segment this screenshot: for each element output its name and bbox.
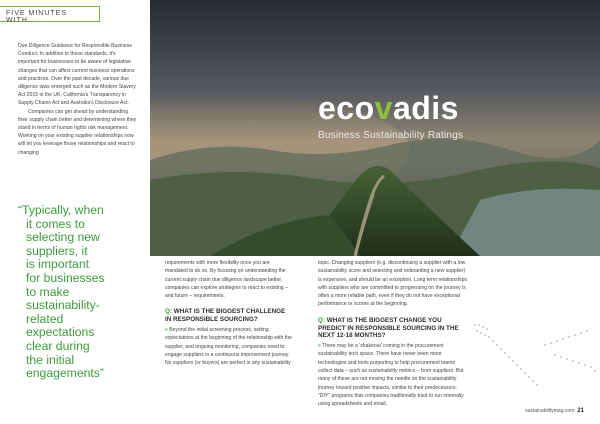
world-map-dots-icon bbox=[455, 305, 600, 395]
mountain-landscape-image bbox=[150, 0, 600, 256]
footer-site: sustainabilitymag.com bbox=[525, 408, 575, 414]
body-column-3 bbox=[318, 259, 470, 409]
question-heading-text: WHAT IS THE BIGGEST CHANGE YOU PREDICT IN RESPONSIBLE SOURCING IN THE NEXT 12-18 MONTHS? bbox=[318, 316, 459, 340]
question-marker: Q: bbox=[318, 316, 325, 324]
answer-marker-icon: » bbox=[318, 343, 321, 350]
pull-quote bbox=[18, 204, 136, 381]
left-paragraph-2: Companies can get ahead by understanding their supply chain better and determining where they stand in terms of human rights risk management. Working on your existing supplier relationships now will let you leverage those relationships and react to changing bbox=[18, 108, 137, 156]
pull-quote-line: related bbox=[26, 311, 64, 326]
logo-subtitle: Business Sustainability Ratings bbox=[318, 130, 464, 141]
question-heading bbox=[165, 308, 293, 324]
pull-quote-line: it comes to bbox=[26, 216, 85, 231]
column-3-paragraph: topic. Changing suppliers (e.g. discontinuing a supplier with a low sustainability score and selecting and onboarding a new supplier) is expensive, and should be an exception. Long term relationships with suppliers who are committed to progressing on the journey is often a more reliable path, even if they do not have exceptional performance or scores at the beginning. bbox=[318, 260, 467, 308]
page-number: 21 bbox=[577, 408, 584, 414]
body-column-2 bbox=[165, 259, 293, 368]
pull-quote-line: is important bbox=[26, 257, 89, 272]
pull-quote-line: the initial bbox=[26, 352, 75, 367]
answer-paragraph bbox=[165, 326, 293, 367]
hero-image bbox=[150, 0, 600, 256]
left-paragraph-1: Due Diligence Guidance for Responsible Business Conduct. In addition to these standards, it's important for businesses to be aware of legislative changes that can affect current business operations and practices. Over the past decade, various due diligence laws emerged such as the Modern Slavery Act 2015 in the UK, California's Transparency in Supply Chains Act and Australia's Disclosure Act. bbox=[18, 43, 136, 107]
pull-quote-line: for businesses bbox=[26, 270, 105, 285]
pull-quote-line: to make bbox=[26, 284, 70, 299]
pull-quote-line: suppliers, it bbox=[26, 243, 88, 258]
pull-quote-line: “Typically, when bbox=[18, 203, 104, 217]
pull-quote-line: engagements” bbox=[26, 366, 104, 381]
page-footer bbox=[525, 408, 584, 414]
answer-paragraph bbox=[318, 342, 470, 408]
answer-marker-icon: » bbox=[165, 327, 168, 334]
section-tab: FIVE MINUTES WITH... bbox=[0, 6, 100, 22]
logo-text-dot: v bbox=[374, 90, 393, 126]
pull-quote-line: sustainability- bbox=[26, 298, 100, 313]
answer-text: Beyond the initial screening process, setting expectations at the beginning of the relationship with the supplier, and ongoing monitoring, companies need to engage suppliers in a continuous improvement journey. No suppliers (or buyers) are perfect in any sustainability bbox=[165, 327, 292, 367]
question-heading bbox=[318, 317, 470, 340]
pull-quote-line: clear during bbox=[26, 338, 90, 353]
question-heading-text: WHAT IS THE BIGGEST CHALLENGE IN RESPONSIBLE SOURCING? bbox=[165, 308, 286, 324]
pull-quote-line: selecting new bbox=[26, 230, 100, 245]
left-column bbox=[18, 42, 138, 157]
pull-quote-line: expectations bbox=[26, 325, 95, 340]
question-marker: Q: bbox=[165, 308, 172, 316]
ecovadis-logo bbox=[318, 90, 459, 127]
answer-text: There may be a 'shakeout' coming in the procurement sustainability tech space. There have never been more technologies and tools purporting to help procurement teams collect data – such as sustainability metrics – from suppliers. But many of these are not moving the needle on the sustainability journey toward positive impacts, similar to their predecessors: "DIY" programs that companies traditionally tried to run internally using spreadsheets and email. bbox=[318, 343, 464, 408]
column-2-paragraph: requirements with more flexibility once you are mandated to do so. By focusing on understanding the current supply chain due diligence landscape better, companies can explore strategies to react to existing – and future – requirements. bbox=[165, 260, 288, 300]
logo-text-b: adis bbox=[392, 90, 459, 126]
logo-text-a: eco bbox=[318, 90, 375, 126]
